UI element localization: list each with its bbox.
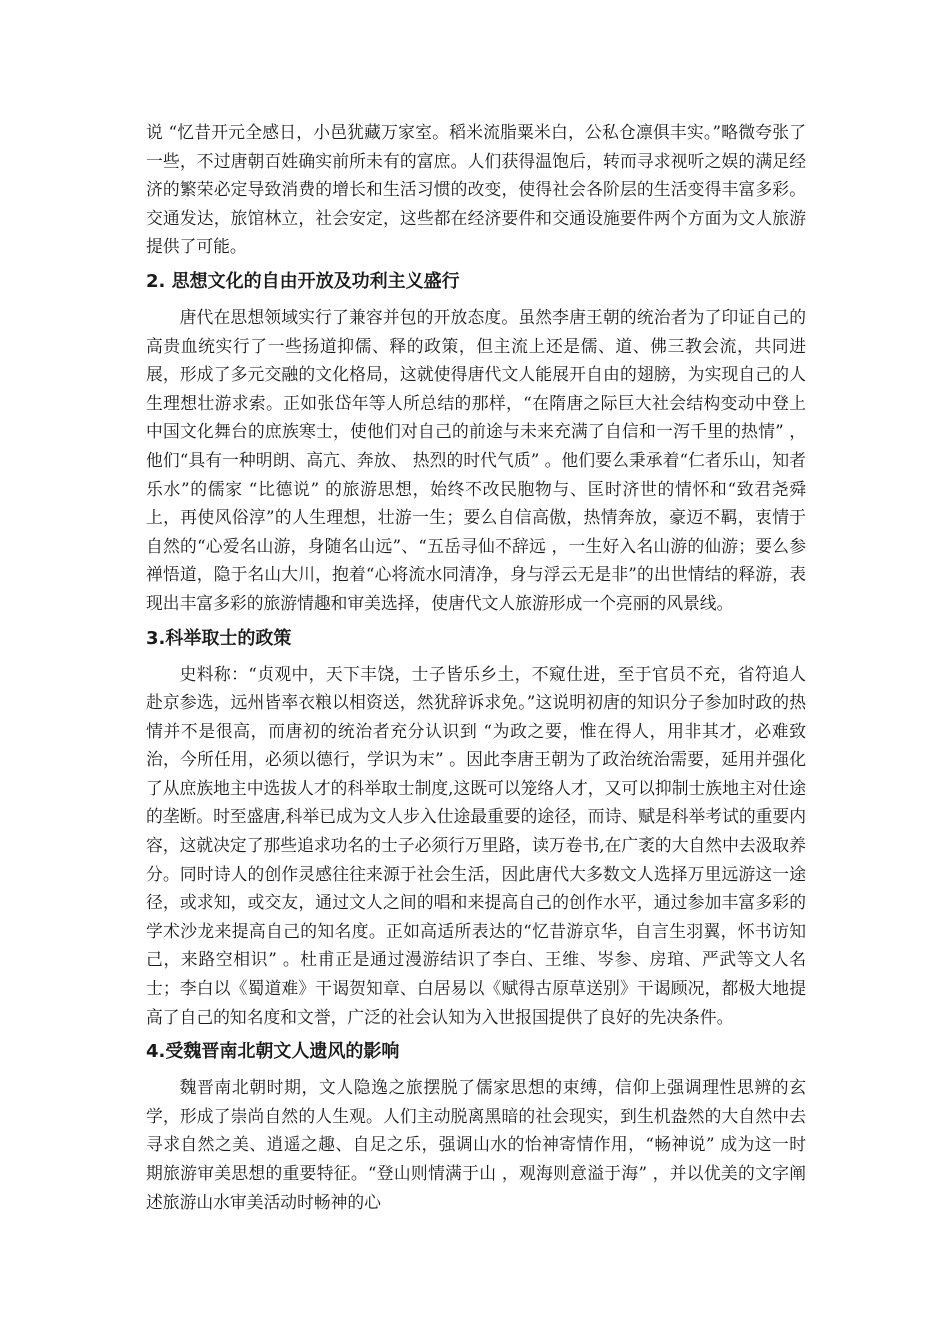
heading-section-2: 2. 思想文化的自由开放及功利主义盛行 bbox=[146, 270, 460, 292]
paragraph-wei-jin-influence: 魏晋南北朝时期，文人隐逸之旅摆脱了儒家思想的束缚，信仰上强调理性思辨的玄学，形成了崇尚自然的人生观。人们主动脱离黑暗的社会现实，到生机盎然的大自然中去寻求自然之美、逍遥之趣、自足之乐，强调山水的怡神寄情作用，“畅神说” 成为这一时期旅游审美思想的重要特征。“登山则情满于山 ，观海则意溢于海” ，并以优美的文字阐述旅游山水审美活动时畅神的心 bbox=[146, 1077, 806, 1212]
paragraph-economy-continuation: 说 “忆昔开元全感日，小邑犹藏万家室。稻米流脂粟米白，公私仓凛俱丰实。”略微夸张了一些，不过唐朝百姓确实前所未有的富庶。人们获得温饱后，转而寻求视听之娱的满足经济的繁荣必定导致消费的增长和生活习惯的改变，使得社会各阶层的生活变得丰富多彩。交通发达，旅馆林立，社会安定，这些都在经济要件和交通设施要件两个方面为文人旅游提供了可能。 bbox=[146, 122, 806, 257]
heading-section-4: 4.受魏晋南北朝文人遗风的影响 bbox=[146, 1041, 400, 1063]
paragraph-imperial-exam: 史料称：“贞观中，天下丰饶，士子皆乐乡土，不窥仕进，至于官员不充，省符追人赴京参选，远州皆率衣粮以相资送，然犹辞诉求免。”这说明初唐的知识分子参加时政的热情并不是很高，而唐初的统治者充分认识到 “为政之要，惟在得人，用非其才，必难致治，今所任用，必须以德行，学识为末” 。因此李唐王朝为了政治统治需要，延用并强化了从庶族地主中选拔人才的科举取士制度,这既可以笼络人才，又可以抑制士族地主对仕途的垄断。时至盛唐,科举已成为文人步入仕途最重要的途径，而诗、赋是科举考试的重要内容，这就决定了那些追求功名的士子必须行万里路，读万卷书,在广袤的大自然中去汲取养分。同时诗人的创作灵感往往来源于社会生活，因此唐代大多数文人选择万里远游这一途径，或求知，或交友，通过文人之间的唱和来提高自己的创作水平，通过参加丰富多彩的学术沙龙来提高自己的知名度。正如高适所表达的“忆昔游京华，自言生羽翼，怀书访知己，来路空相识” 。杜甫正是通过漫游结识了李白、王维、岑参、房琯、严武等文人名士；李白以《蜀道难》干谒贺知章、白居易以《赋得古原草送别》干谒顾况，都极大地提高了自己的知名度和文誉，广泛的社会认知为入世报国提供了良好的先决条件。 bbox=[146, 663, 806, 1027]
paragraph-thought-culture: 唐代在思想领域实行了兼容并包的开放态度。虽然李唐王朝的统治者为了印证自己的高贵血统实行了一些扬道抑儒、释的政策，但主流上还是儒、道、佛三教会流，共同进展，形成了多元交融的文化格局，这就使得唐代文人能展开自由的翅膀，为实现自己的人生理想壮游求索。正如张岱年等人所总结的那样，“在隋唐之际巨大社会结构变动中登上中国文化舞台的庶族寒士，使他们对自己的前途与未来充满了自信和一泻千里的热情” ，他们“具有一种明朗、高亢、奔放、 热烈的时代气质” 。他们要么秉承着“仁者乐山，知者乐水”的儒家 “比德说” 的旅游思想，始终不改民胞物与、匡时济世的情怀和“致君尧舜上，再使风俗淳”的人生理想，壮游一生；要么自信高傲，热情奔放，豪迈不羁，衷情于自然的“心爱名山游，身随名山远”、“五岳寻仙不辞远 ，一生好入名山游的仙游；要么参禅悟道，隐于名山大川，抱着“心将流水同清净，身与浮云无是非”的出世情结的释游，表现出丰富多彩的旅游情趣和审美选择，使唐代文人旅游形成一个亮丽的风景线。 bbox=[146, 306, 806, 613]
heading-section-3: 3.科举取士的政策 bbox=[146, 627, 292, 649]
document-page bbox=[146, 118, 806, 1216]
